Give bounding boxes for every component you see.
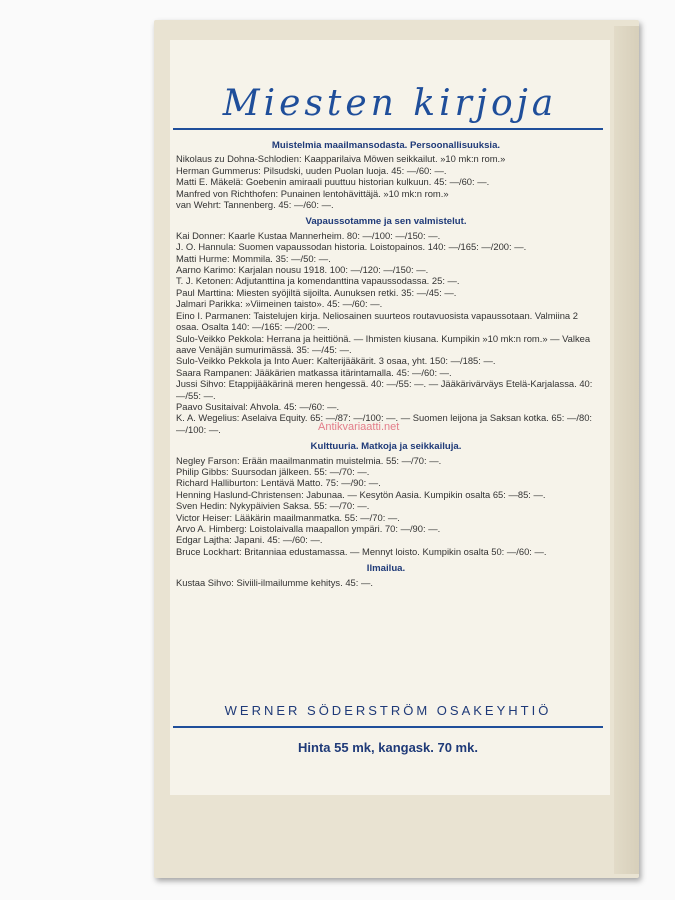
list-item: Nikolaus zu Dohna-Schlodien: Kaapparilaiva Möwen seikkailut. »10 mk:n rom.» [176,153,506,165]
list-item: T. J. Ketonen: Adjutanttina ja komendanttina vapaussodassa. 25: —. [176,275,460,287]
cover-title: Miesten kirjoja [222,83,558,124]
section-heading: Muistelmia maailmansodasta. Persoonallisuuksia. [271,140,501,151]
list-item: Richard Halliburton: Lentävä Matto. 75: —/90: —. [176,477,381,489]
list-item: Philip Gibbs: Suursodan jälkeen. 55: —/70: —. [176,465,370,477]
list-item: Paul Marttina: Miesten syöjiltä sijoilta. Aunuksen retki. 35: —/45: —. [176,286,457,298]
list-item: Henning Haslund-Christensen: Jabunaa. — Kesytön Aasia. Kumpikin osalta 65: —85: —. [176,488,546,500]
list-item: Jalmari Parikka: »Viimeinen taisto». 45: —/60: —. [176,298,383,310]
list-item: Negley Farson: Erään maailmanmatin muistelmia. 55: —/70: —. [176,454,442,466]
list-item: Manfred von Richthofen: Punainen lentohävittäjä. »10 mk:n rom.» [176,187,449,199]
list-item: Saara Rampanen: Jääkärien matkassa itärintamalla. 45: —/60: —. [176,366,452,378]
list-item: Matti E. Mäkelä: Goebenin amiraali puuttuu historian kulkuun. 45: —/60: —. [176,176,490,188]
list-item: Arvo A. Himberg: Loistolaivalla maapallon ympäri. 70: —/90: —. [176,523,441,534]
list-item: Eino I. Parmanen: Taistelujen kirja. Neliosainen suurteos routavuosista vapaussotaan. Valmiina 2 osaa. Osalta 140: —/165: —/200: —. [176,309,578,333]
section-heading: Vapaussotamme ja sen valmistelut. [305,216,467,228]
publisher-rule [173,726,603,728]
section-liberation-war [176,216,596,435]
list-item: van Wehrt: Tannenberg. 45: —/60: —. [176,199,334,211]
list-item: Matti Hurme: Mommila. 35: —/50: —. [176,252,331,264]
section-aviation [176,563,596,588]
list-item: Edgar Lajtha: Japani. 45: —/60: —. [176,534,323,546]
list-item: Sulo-Veikko Pekkola ja Into Auer: Kalterijääkärit. 3 osaa, yht. 150: —/185: —. [176,355,496,367]
book-list [176,140,596,594]
list-item: K. A. Wegelius: Aselaiva Equity. 65: —/87: —/100: —. — Suomen leijona ja Saksan kotka. 65: —/80: —/100: —. [176,412,593,435]
list-item: Sven Hedin: Nykypäivien Saksa. 55: —/70: —. [176,500,370,512]
title-rule [173,128,603,130]
list-item: Aarno Karimo: Karjalan nousu 1918. 100: —/120: —/150: —. [176,264,429,276]
section-culture-travel [176,441,596,557]
section-heading: Kulttuuria. Matkoja ja seikkailuja. [310,441,462,453]
list-item: Jussi Sihvo: Etappijääkärinä meren hengessä. 40: —/55: —. — Jääkärivärväys Etelä-Karjalassa. 40: —/55: —. [176,378,593,401]
book-spine-edge [614,26,639,874]
list-item: Sulo-Veikko Pekkola: Herrana ja heittiönä. — Ihmisten kiusana. Kumpikin »10 mk:n rom.» — Valkea aave Venäjän sumurimässä. 35: —/45: —. [176,332,591,355]
price-line: Hinta 55 mk, kangask. 70 mk. [298,740,478,755]
list-item: J. O. Hannula: Suomen vapaussodan historia. Loistopainos. 140: —/165: —/200: —. [176,241,527,253]
list-item: Kustaa Sihvo: Siviili-ilmailumme kehitys. 45: —. [176,576,373,588]
list-item: Bruce Lockhart: Britanniaa edustamassa. — Mennyt loisto. Kumpikin osalta 50: —/60: —. [176,545,547,557]
list-item: Herman Gummerus: Pilsudski, uuden Puolan luoja. 45: —/60: —. [176,164,447,176]
section-memoirs [176,140,596,210]
list-item: Paavo Susitaival: Ahvola. 45: —/60: —. [176,400,340,412]
watermark-text: Antikvariaatti.net [318,421,400,433]
list-item: Kai Donner: Kaarle Kustaa Mannerheim. 80: —/100: —/150: —. [176,229,441,241]
list-item: Victor Heiser: Lääkärin maailmanmatka. 55: —/70: —. [176,511,400,523]
publisher-name: WERNER SÖDERSTRÖM OSAKEYHTIÖ [224,703,552,718]
section-heading: Ilmailua. [366,563,406,575]
